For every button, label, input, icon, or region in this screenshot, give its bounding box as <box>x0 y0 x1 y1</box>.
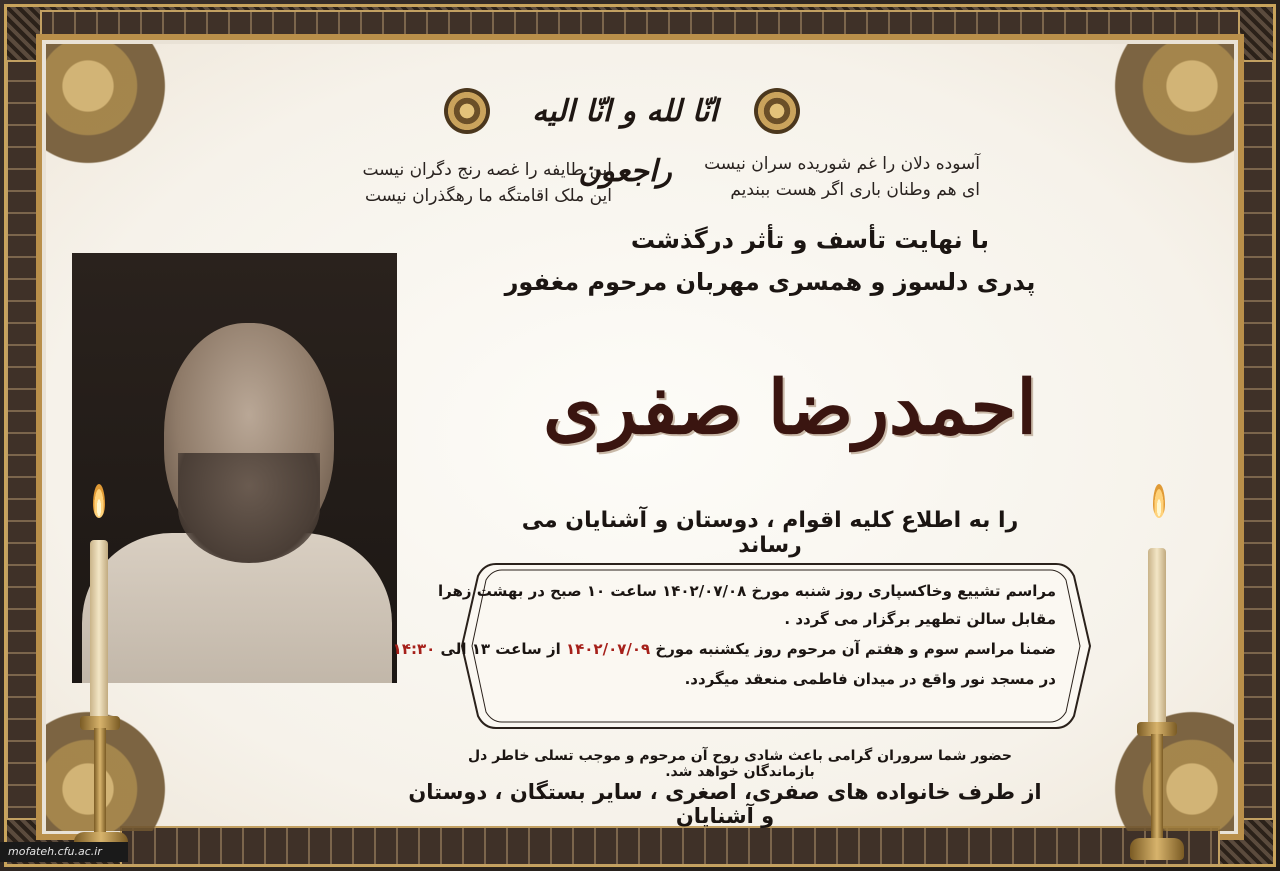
medallion-left-icon <box>444 88 490 134</box>
flame-left-icon <box>93 484 105 518</box>
ceremony-line-3 <box>393 640 1056 658</box>
poem-left-line-1: این طایفه را غصه رنج دگران نیست <box>362 160 612 180</box>
ceremony-line-2: مقابل سالن تطهیر برگزار می گردد . <box>784 610 1056 628</box>
candle-holder-right-stem <box>1151 734 1163 844</box>
ceremony-line-4: در مسجد نور واقع در میدان فاطمی منعقد میگردد. <box>684 670 1056 688</box>
portrait-photo <box>72 253 397 683</box>
ceremony-line-3-prefix: ضمنا مراسم سوم و هفتم آن مرحوم روز یکشنبه مورخ <box>650 640 1056 658</box>
bottom-border-pattern <box>120 826 1220 866</box>
poem-left-line-2: این ملک اقامتگه ما رهگذران نیست <box>364 186 612 206</box>
medallion-right-icon <box>754 88 800 134</box>
ceremony-line-1: مراسم تشییع وخاکسپاری روز شنبه مورخ ۱۴۰۲/۰۷/۰۸ ساعت ۱۰ صبح در بهشت زهرا <box>437 582 1056 600</box>
poem-right-line-1: آسوده دلان را غم شوریده سران نیست <box>704 154 980 174</box>
candle-right <box>1148 548 1166 728</box>
calligraphy-header: انّا لله و انّا الیه راجعون <box>532 94 718 189</box>
corner-ornament-top-left <box>46 44 186 184</box>
corner-ornament-bottom-left <box>46 691 186 831</box>
poem-right-line-2: ای هم وطنان باری اگر هست ببندیم <box>730 180 980 200</box>
candle-left <box>90 540 108 720</box>
ceremony-line-3-mid: از ساعت ۱۳ الی <box>435 640 566 658</box>
corner-ornament-top-right <box>1094 44 1234 184</box>
deceased-name: احمدرضا صفری <box>543 365 1037 451</box>
ceremony-info-box <box>392 558 1096 734</box>
ceremony-date: ۱۴۰۲/۰۷/۰۹ <box>565 640 651 658</box>
signature-line: از طرف خانواده های صفری، اصغری ، سایر بستگان ، دوستان و آشنایان <box>408 780 1042 828</box>
headline-line-2: پدری دلسوز و همسری مهربان مرحوم مغفور <box>504 268 1036 296</box>
candle-holder-right-base <box>1130 838 1184 860</box>
announcement-text: را به اطلاع کلیه اقوام ، دوستان و آشنایان می رساند <box>521 508 1019 558</box>
closing-text: حضور شما سروران گرامی باعث شادی روح آن مرحوم و موجب تسلی خاطر دل بازماندگان خواهد شد. <box>467 748 1013 780</box>
portrait-beard <box>178 453 320 563</box>
headline-line-1: با نهایت تأسف و تأثر درگذشت <box>630 226 990 254</box>
site-watermark: mofateh.cfu.ac.ir <box>0 842 128 862</box>
flame-right-icon <box>1153 484 1165 518</box>
candle-holder-left-stem <box>94 728 106 838</box>
ceremony-time: ۱۴:۳۰ <box>392 640 436 658</box>
